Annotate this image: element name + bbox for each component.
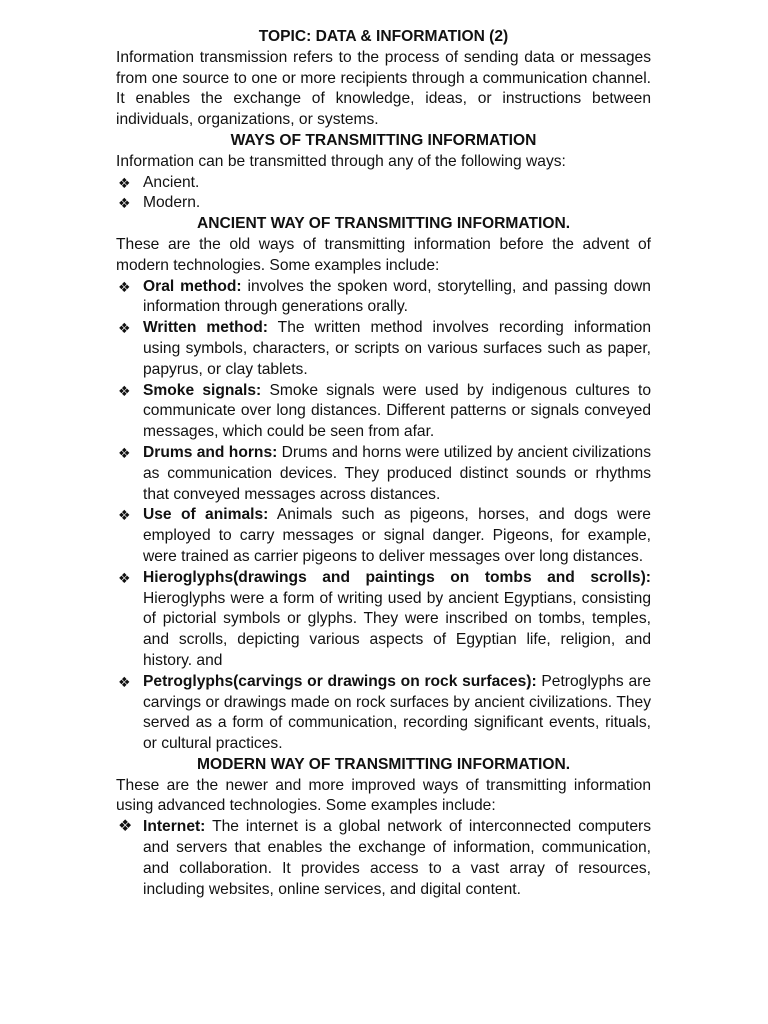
list-item: [116, 568, 651, 672]
modern-lead: These are the newer and more improved ways of transmitting information using advanced technologies. Some examples include:: [116, 776, 651, 815]
list-item-term: Smoke signals:: [143, 381, 262, 399]
ways-heading: WAYS OF TRANSMITTING INFORMATION: [230, 131, 537, 149]
ancient-heading: ANCIENT WAY OF TRANSMITTING INFORMATION.: [196, 215, 571, 233]
diamond-bullet-icon: ❖: [118, 569, 131, 586]
list-item-text: Ancient.: [143, 173, 200, 191]
diamond-bullet-icon: ❖: [118, 818, 133, 836]
list-item: [116, 173, 651, 194]
list-item-term: Petroglyphs(carvings or drawings on rock surfaces):: [143, 672, 537, 690]
list-item-text: Drums and horns were utilized by ancient civilizations as communication devices. They produced distinct sounds or rhythms that conveyed messages across distances.: [143, 443, 651, 503]
modern-list: [116, 817, 651, 900]
list-item-text: The written method involves recording information using symbols, characters, or scripts on various surfaces such as paper, papyrus, or clay tablets.: [143, 319, 651, 378]
list-item-term: Use of animals:: [143, 506, 269, 524]
diamond-bullet-icon: ❖: [118, 382, 131, 399]
list-item-text: Smoke signals were used by indigenous cultures to communicate over long distances. Different patterns or signals conveyed messages, which could be seen from afar.: [143, 381, 651, 441]
list-item: [116, 672, 651, 755]
ancient-lead: These are the old ways of transmitting information before the advent of modern technologies. Some examples include:: [116, 235, 651, 274]
list-item: [116, 505, 651, 567]
modern-heading: MODERN WAY OF TRANSMITTING INFORMATION.: [196, 755, 571, 773]
list-item: [116, 443, 651, 505]
list-item-term: Written method:: [143, 319, 268, 337]
diamond-bullet-icon: ❖: [118, 195, 131, 212]
diamond-bullet-icon: ❖: [118, 320, 131, 337]
diamond-bullet-icon: ❖: [118, 507, 131, 524]
list-item: [116, 381, 651, 443]
diamond-bullet-icon: ❖: [118, 174, 131, 191]
list-item-text: The internet is a global network of interconnected computers and servers that enables the exchange of information, communication, and collaboration. It provides access to a vast array of resources, including websites, online services, and digital content.: [143, 818, 651, 898]
list-item-term: Drums and horns:: [143, 443, 278, 461]
list-item-text: involves the spoken word, storytelling, and passing down information through generations orally.: [143, 277, 651, 316]
list-item-term: Internet:: [143, 818, 206, 836]
ways-lead: Information can be transmitted through any of the following ways:: [116, 152, 566, 170]
diamond-bullet-icon: ❖: [118, 444, 131, 461]
list-item: [116, 277, 651, 319]
page-title: TOPIC: DATA & INFORMATION (2): [258, 28, 509, 45]
list-item-text: Animals such as pigeons, horses, and dogs were employed to carry messages or signal danger. Pigeons, for example, were trained as carrier pigeons to deliver messages over long distances.: [143, 506, 651, 565]
list-item-text: Petroglyphs are carvings or drawings made on rock surfaces by ancient civilizations. They served as a form of communication, recording significant events, rituals, or cultural practices.: [143, 672, 651, 753]
ways-list: [116, 173, 651, 215]
list-item: [116, 318, 651, 380]
ancient-list: [116, 277, 651, 755]
list-item-text: Modern.: [143, 194, 201, 212]
list-item: [116, 817, 651, 900]
diamond-bullet-icon: ❖: [118, 673, 131, 690]
list-item: [116, 193, 651, 214]
list-item-term: Hieroglyphs(drawings and paintings on tombs and scrolls):: [143, 568, 651, 586]
document-page: [116, 27, 651, 900]
diamond-bullet-icon: ❖: [118, 278, 131, 295]
list-item-term: Oral method:: [143, 277, 242, 295]
list-item-text: Hieroglyphs were a form of writing used by ancient Egyptians, consisting of pictorial symbols or glyphs. They were inscribed on tombs, temples, and scrolls, depicting various aspects of Egyptian life, religion, and history. and: [143, 589, 651, 669]
intro-paragraph: Information transmission refers to the process of sending data or messages from one source to one or more recipients through a communication channel. It enables the exchange of knowledge, ideas, or instructions between individuals, organizations, or systems.: [116, 48, 651, 129]
